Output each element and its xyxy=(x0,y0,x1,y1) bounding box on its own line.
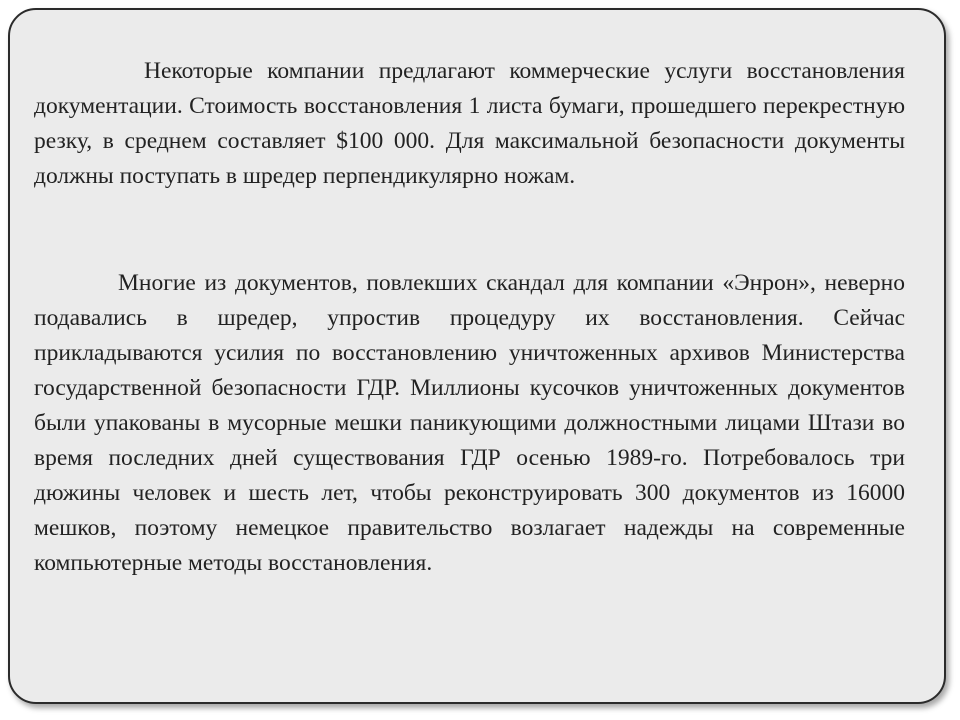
paragraph-enron-stasi-archives: Многие из документов, повлекших скандал для компании «Энрон», неверно подавались в шредер, упростив процедуру их восстановления. Сейчас прикладываются усилия по восстановлению уничтоженных архивов Министерства государственной безопасности ГДР. Миллионы кусочков уничтоженных документов были упакованы в мусорные мешки паникующими должностными лицами Штази во время последних дней существования ГДР осенью 1989-го. Потребовалось три дюжины человек и шесть лет, чтобы реконструировать 300 документов из 16000 мешков, поэтому немецкое правительство возлагает надежды на современные компьютерные методы восстановления. xyxy=(34,270,905,576)
paragraph-document-recovery-services: Некоторые компании предлагают коммерческие услуги восстановления документации. Стоимость восстановления 1 листа бумаги, прошедшего перекрестную резку, в среднем составляет $100 000. Для максимальной безопасности документы должны поступать в шредер перпендикулярно ножам. xyxy=(34,58,905,189)
